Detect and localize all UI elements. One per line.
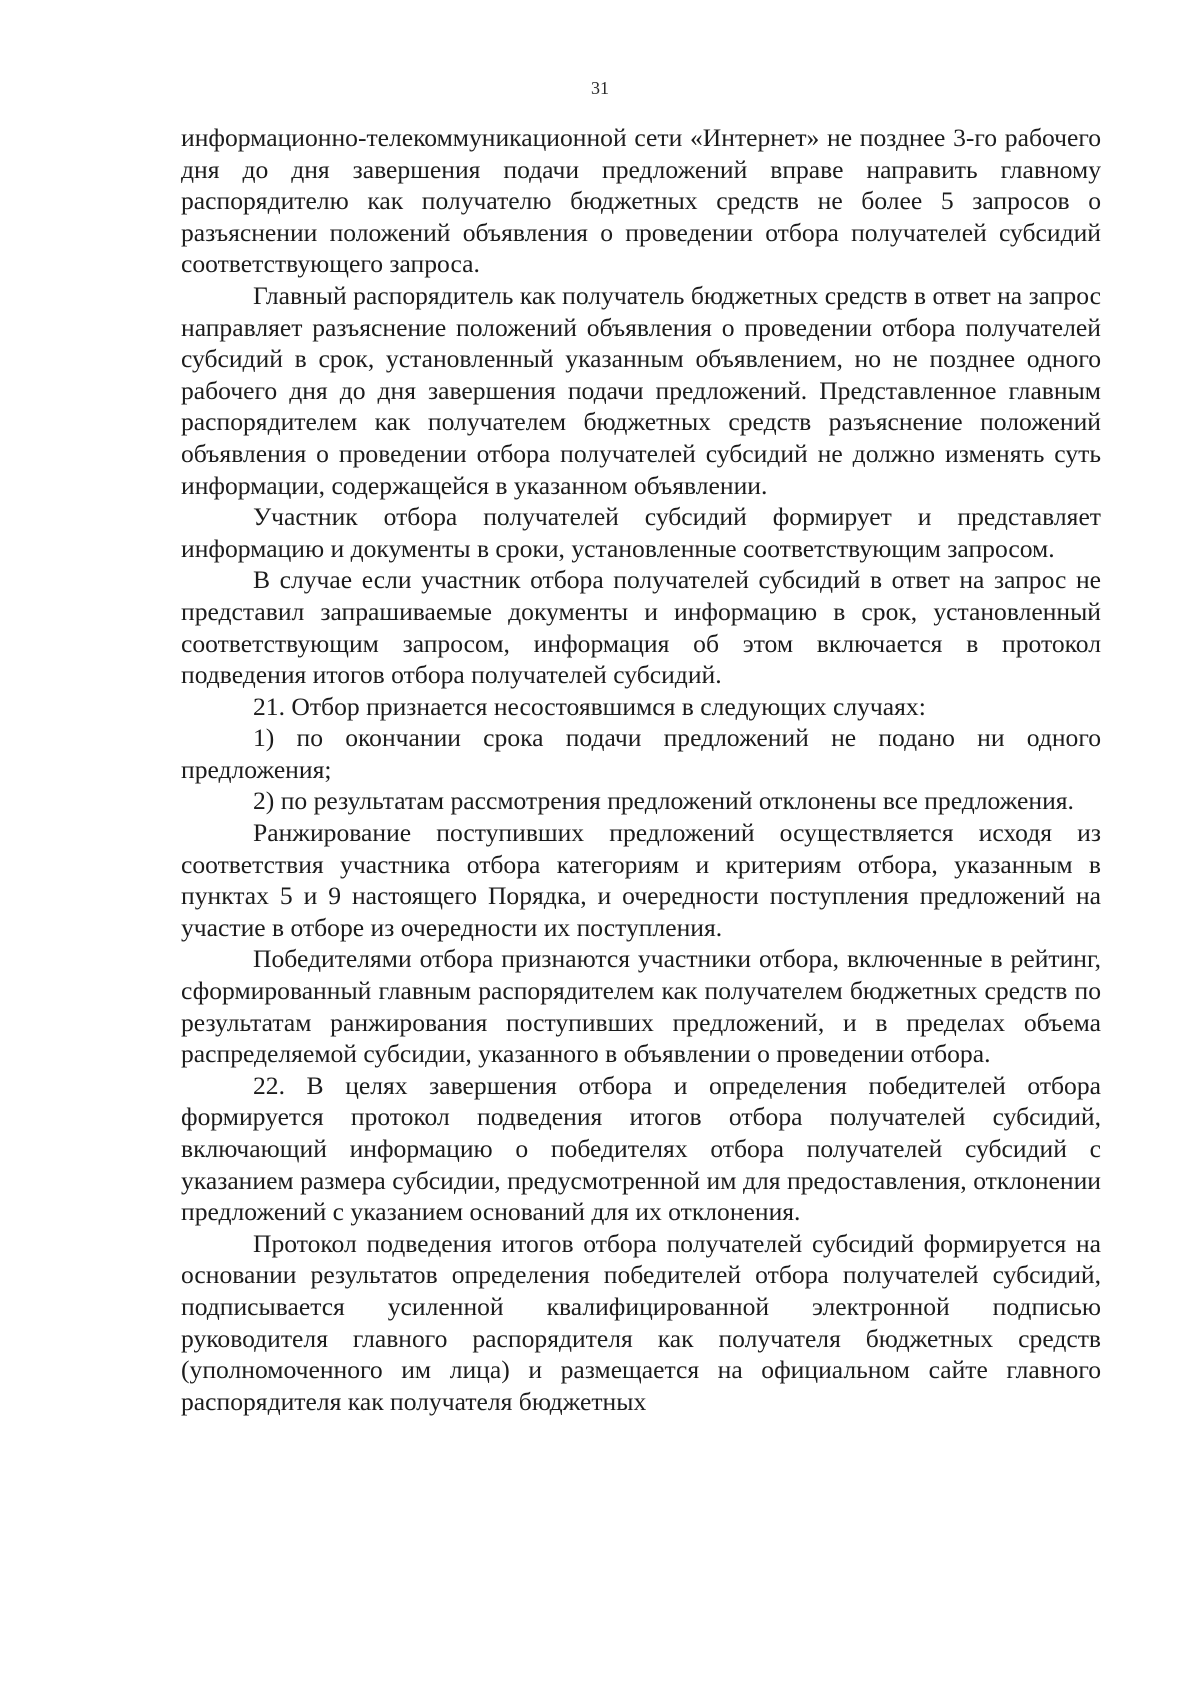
paragraph: 21. Отбор признается несостоявшимся в следующих случаях: xyxy=(253,691,926,721)
paragraph: Протокол подведения итогов отбора получателей субсидий формируется на основании результатов определения победителей отбора получателей субсидий, подписывается усиленной квалифицированной электронной подписью руководителя главного распорядителя как получателя бюджетных средств (уполномоченного им лица) и размещается на официальном сайте главного распорядителя как получателя бюджетных xyxy=(181,1228,1101,1416)
paragraph: Ранжирование поступивших предложений осуществляется исходя из соответствия участника отбора категориям и критериям отбора, указанным в пунктах 5 и 9 настоящего Порядка, и очередности поступления предложений на участие в отборе из очередности их поступления. xyxy=(181,818,1101,942)
paragraph: В случае если участник отбора получателей субсидий в ответ на запрос не представил запрашиваемые документы и информацию в срок, установленный соответствующим запросом, информация об этом включается в протокол подведения итогов отбора получателей субсидий. xyxy=(181,565,1101,690)
paragraph: 22. В целях завершения отбора и определения победителей отбора формируется протокол подведения итогов отбора получателей субсидий, включающий информацию о победителях отбора получателей субсидий с указанием размера субсидии, предусмотренной им для предоставления, отклонении предложений с указанием оснований для их отклонения. xyxy=(181,1070,1101,1227)
paragraph: 1) по окончании срока подачи предложений не подано ни одного предложения; xyxy=(181,723,1101,784)
document-body xyxy=(181,122,1101,1417)
paragraph: Победителями отбора признаются участники отбора, включенные в рейтинг, сформированный главным распорядителем как получателем бюджетных средств по результатам ранжирования поступивших предложений, и в пределах объема распределяемой субсидии, указанного в объявлении о проведении отбора. xyxy=(181,944,1101,1069)
paragraph: информационно-телекоммуникационной сети «Интернет» не позднее 3-го рабочего дня до дня завершения подачи предложений вправе направить главному распорядителю как получателю бюджетных средств не более 5 запросов о разъяснении положений объявления о проведении отбора получателей субсидий соответствующего запроса. xyxy=(181,123,1101,279)
paragraph: Главный распорядитель как получатель бюджетных средств в ответ на запрос направляет разъяснение положений объявления о проведении отбора получателей субсидий в срок, установленный указанным объявлением, но не позднее одного рабочего дня до дня завершения подачи предложений. Представленное главным распорядителем как получателем бюджетных средств разъяснение положений объявления о проведении отбора получателей субсидий не должно изменять суть информации, содержащейся в указанном объявлении. xyxy=(181,280,1101,500)
page-number: 31 xyxy=(591,78,609,98)
paragraph: Участник отбора получателей субсидий формирует и представляет информацию и документы в сроки, установленные соответствующим запросом. xyxy=(181,502,1101,563)
paragraph: 2) по результатам рассмотрения предложений отклонены все предложения. xyxy=(253,786,1074,816)
